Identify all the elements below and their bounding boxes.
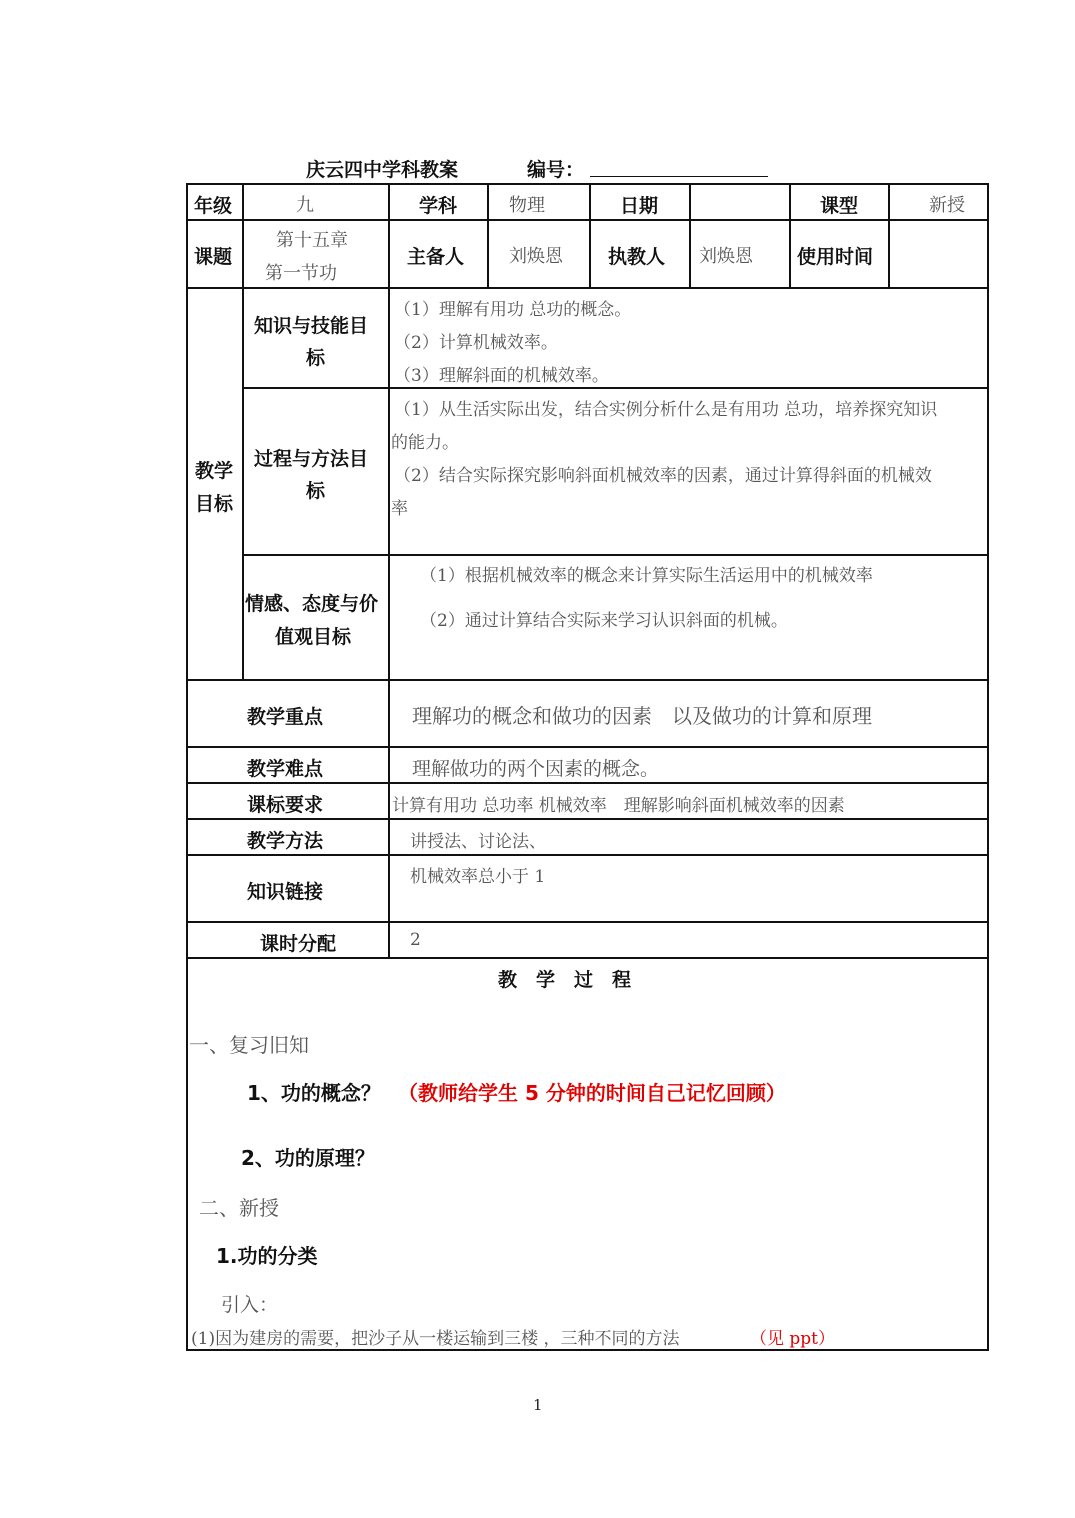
knowledge-item: （3）理解斜面的机械效率。 [394, 366, 609, 386]
section-1-heading: 1.功的分类 [216, 1244, 318, 1268]
date-label: 日期 [620, 195, 659, 217]
emotion-label-1: 情感、态度与价 [245, 593, 379, 615]
knowledge-label-1: 知识与技能目 [254, 315, 369, 337]
difficulty-value: 理解做功的两个因素的概念。 [412, 758, 660, 780]
goals-label-2: 目标 [195, 493, 234, 515]
hours-label: 课时分配 [260, 933, 337, 955]
process-label-1: 过程与方法目 [254, 448, 369, 470]
standard-label: 课标要求 [247, 794, 324, 816]
question-1-note: （教师给学生 5 分钟的时间自己记忆回顾） [398, 1081, 786, 1105]
intro-label: 引入： [221, 1294, 279, 1316]
emotion-label-2: 值观目标 [275, 626, 352, 648]
grade-value: 九 [296, 195, 314, 216]
subject-value: 物理 [509, 195, 545, 216]
process-item: （2）结合实际探究影响斜面机械效率的因素，通过计算得斜面的机械效 [394, 466, 932, 486]
topic-label: 课题 [194, 246, 233, 268]
page-number: 1 [533, 1396, 543, 1414]
process-label-2: 标 [306, 480, 326, 502]
item-1-note: （见 ppt） [750, 1329, 835, 1349]
type-label: 课型 [820, 195, 859, 217]
link-label: 知识链接 [247, 881, 324, 903]
preparer-value: 刘焕恩 [509, 246, 563, 267]
new-heading: 二、新授 [199, 1196, 279, 1220]
process-item: （1）从生活实际出发，结合实例分析什么是有用功 总功，培养探究知识 [394, 400, 938, 420]
question-1: 1、功的概念？ [247, 1081, 381, 1105]
knowledge-label-2: 标 [306, 347, 326, 369]
grade-label: 年级 [194, 195, 233, 217]
goals-label-1: 教学 [195, 460, 234, 482]
review-heading: 一、复习旧知 [189, 1033, 309, 1057]
difficulty-label: 教学难点 [247, 758, 324, 780]
item-1: (1)因为建房的需要，把沙子从一楼运输到三楼 ，三种不同的方法 [191, 1329, 680, 1349]
time-label: 使用时间 [797, 246, 874, 268]
hours-value: 2 [410, 930, 421, 950]
preparer-label: 主备人 [407, 246, 465, 268]
topic-line2: 第一节功 [265, 263, 337, 284]
process-title: 教 学 过 程 [498, 969, 632, 991]
standard-value: 计算有用功 总功率 机械效率 理解影响斜面机械效率的因素 [392, 796, 845, 816]
subject-label: 学科 [419, 195, 458, 217]
topic-line1: 第十五章 [276, 230, 348, 251]
process-item: 率 [391, 499, 408, 519]
key-point-label: 教学重点 [247, 706, 324, 728]
process-item: 的能力。 [391, 433, 459, 453]
type-value: 新授 [929, 195, 965, 216]
method-value: 讲授法、讨论法、 [410, 832, 546, 852]
teacher-value: 刘焕恩 [699, 246, 753, 267]
doc-title: 庆云四中学科教案 [306, 159, 459, 181]
knowledge-item: （1）理解有用功 总功的概念。 [394, 300, 632, 320]
teacher-label: 执教人 [608, 246, 666, 268]
knowledge-item: （2）计算机械效率。 [394, 333, 558, 353]
key-point-value: 理解功的概念和做功的因素 以及做功的计算和原理 [412, 704, 872, 728]
link-value: 机械效率总小于 1 [410, 867, 546, 887]
emotion-item: （1）根据机械效率的概念来计算实际生活运用中的机械效率 [420, 566, 873, 586]
process-goals [391, 395, 987, 525]
emotion-item: （2）通过计算结合实际来学习认识斜面的机械。 [420, 611, 788, 631]
method-label: 教学方法 [247, 830, 324, 852]
number-blank [590, 176, 768, 177]
question-2: 2、功的原理？ [241, 1146, 375, 1170]
number-label: 编号： [527, 159, 585, 181]
